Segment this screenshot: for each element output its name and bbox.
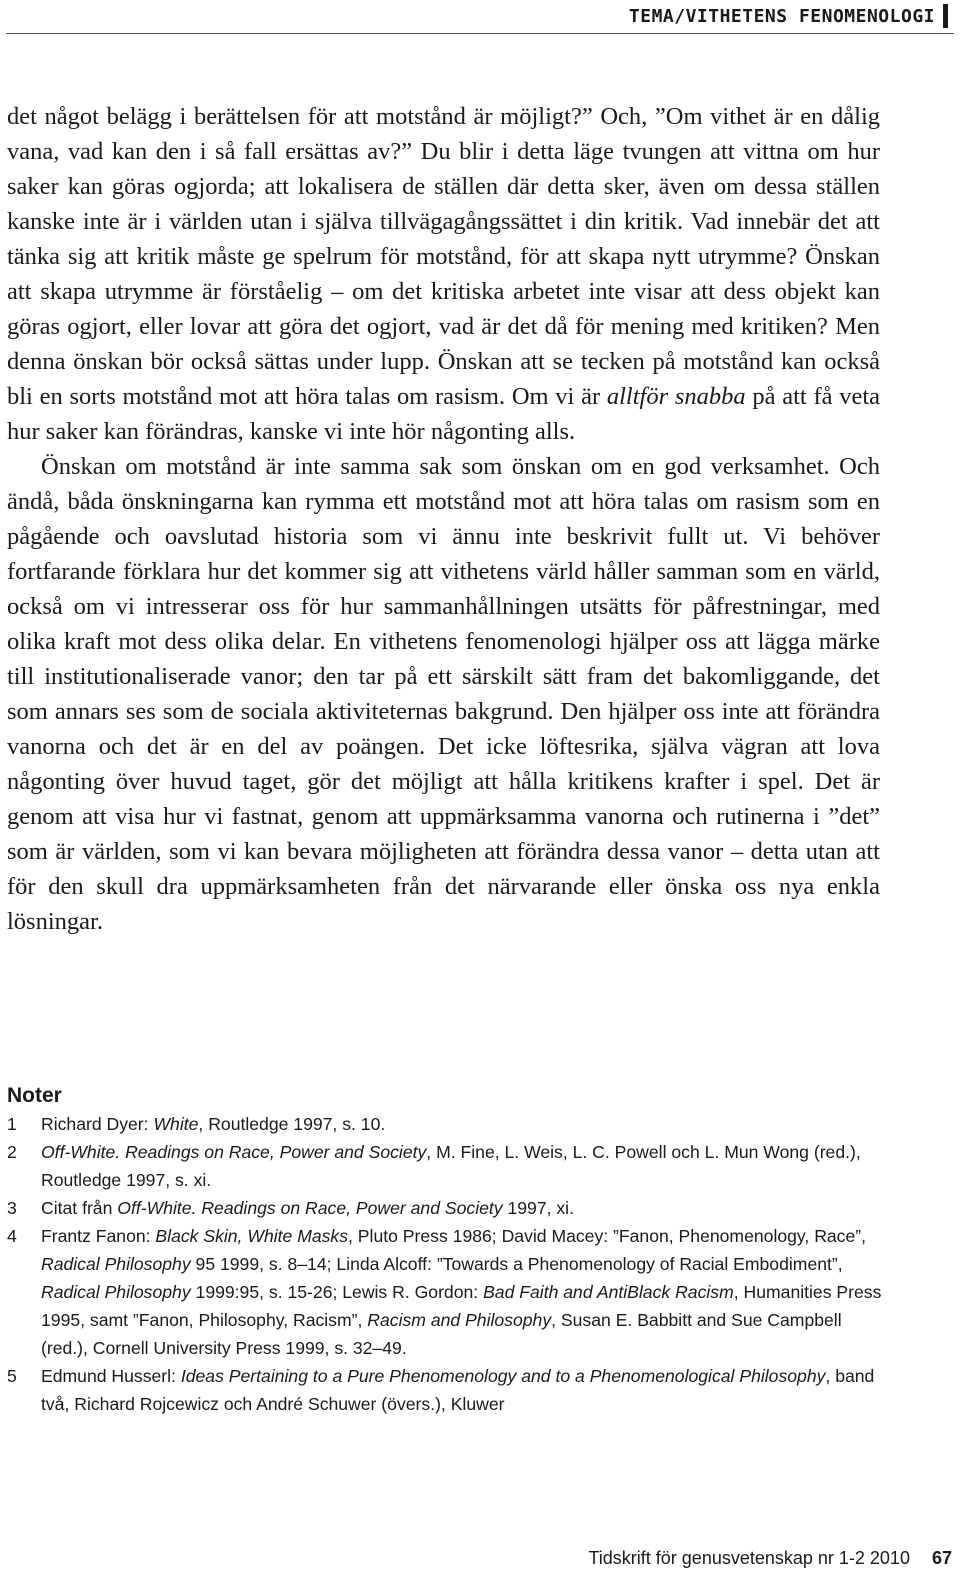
note-number: 5 bbox=[7, 1366, 17, 1386]
note-number: 2 bbox=[7, 1142, 17, 1162]
paragraph-1 bbox=[7, 99, 880, 449]
paragraph-1-text-a: det något belägg i berättelsen för att motstånd är möjligt?” Och, ”Om vithet är en dålig vana, vad kan den i så fall ersättas av?” Du blir i detta läge tvungen att vittna om hur saker kan göras ogjorda; att lokalisera de ställen där detta sker, även om dessa ställen kanske inte är i världen utan i själva tillvägagångssättet i din kritik. Vad innebär det att tänka sig att kritik måste ge spelrum för motstånd, för att skapa nytt utrymme? Önskan att skapa utrymme är förståelig – om det kritiska arbetet inte visar att dess objekt kan göras ogjort, eller lovar att göra det ogjort, vad är det då för mening med kritiken? Men denna önskan bör också sättas under lupp. Önskan att se tecken på motstånd kan också bli en sorts motstånd mot att höra talas om rasism. Om vi är bbox=[7, 103, 880, 410]
note-text-part: , Pluto Press 1986; David Macey: ”Fanon, Phenomenology, Race”, bbox=[348, 1226, 867, 1246]
paragraph-1-text-b: på att få veta hur saker kan förändras, kanske vi inte hör någonting alls. bbox=[7, 383, 881, 445]
header-rule bbox=[6, 33, 954, 34]
paragraph-2: Önskan om motstånd är inte samma sak som önskan om en god verksamhet. Och ändå, båda önskningarna kan rymma ett motstånd mot att höra talas om rasism som en pågående och oavslutad historia som vi ännu inte beskrivit fullt ut. Vi behöver fortfarande förklara hur det kommer sig att vithetens värld håller samman som en värld, också om vi intresserar oss för hur sammanhållningen utsätts för påfrestningar, med olika kraft mot dess olika delar. En vithetens fenomenologi hjälper oss att lägga märke till institutionaliserade vanor; den tar på ett särskilt sätt fram det bakomliggande, det som annars ses som de sociala aktiviteternas bakgrund. Den hjälper oss inte att förändra vanorna och det är en del av poängen. Det icke löftesrika, själva vägran att lova någonting över huvud taget, gör det möjligt att hålla kritikens krafter i spel. Det är genom att visa hur vi fastnat, genom att uppmärksamma vanorna och rutinerna i ”det” som är världen, som vi kan bevara möjligheten att förändra dessa vanor – detta utan att för den skull dra uppmärksamheten från det närvarande eller önska oss nya enkla lösningar. bbox=[7, 453, 880, 935]
note-title: Radical Philosophy bbox=[41, 1254, 191, 1274]
running-head bbox=[629, 2, 948, 30]
note-title: Off-White. Readings on Race, Power and Society bbox=[41, 1142, 427, 1162]
notes-section bbox=[7, 1082, 887, 1418]
note-title: Bad Faith and AntiBlack Racism bbox=[483, 1282, 734, 1302]
note-title: Radical Philosophy bbox=[41, 1282, 191, 1302]
note-number: 3 bbox=[7, 1198, 17, 1218]
note-title: Ideas Pertaining to a Pure Phenomenology and to a Phenomenological Philosophy bbox=[180, 1366, 826, 1386]
note-item bbox=[7, 1194, 887, 1222]
note-text-part: Edmund Husserl: bbox=[41, 1366, 181, 1386]
note-text-part: , Routledge 1997, s. 10. bbox=[198, 1114, 386, 1134]
note-text-part: Citat från bbox=[41, 1198, 118, 1218]
note-item bbox=[7, 1362, 887, 1418]
note-number: 1 bbox=[7, 1114, 17, 1134]
running-head-title: TEMA/VITHETENS FENOMENOLOGI bbox=[628, 5, 935, 27]
page-footer bbox=[588, 1548, 952, 1569]
note-text bbox=[41, 1138, 887, 1194]
note-title: Black Skin, White Masks bbox=[155, 1226, 349, 1246]
note-text bbox=[41, 1362, 887, 1418]
note-item bbox=[7, 1138, 887, 1194]
note-text-part: 1999:95, s. 15-26; Lewis R. Gordon: bbox=[190, 1282, 484, 1302]
page-number: 67 bbox=[931, 1548, 952, 1568]
running-head-bar bbox=[943, 4, 948, 28]
note-title: White bbox=[153, 1114, 199, 1134]
notes-heading: Noter bbox=[7, 1084, 62, 1107]
note-title: Off-White. Readings on Race, Power and Society bbox=[117, 1198, 503, 1218]
note-text-part: Richard Dyer: bbox=[41, 1114, 154, 1134]
note-text-part: , band två, Richard Rojcewicz och André Schuwer (övers.), Kluwer bbox=[41, 1366, 875, 1414]
body-text bbox=[7, 99, 880, 939]
note-text-part: Frantz Fanon: bbox=[41, 1226, 156, 1246]
notes-list bbox=[7, 1110, 887, 1418]
note-text bbox=[41, 1222, 887, 1362]
footer-journal: Tidskrift för genusvetenskap nr 1-2 2010 bbox=[588, 1548, 910, 1568]
paragraph-1-emphasis: alltför snabba bbox=[606, 383, 746, 410]
note-number: 4 bbox=[7, 1226, 17, 1246]
note-text-part: 1997, xi. bbox=[502, 1198, 574, 1218]
note-text-part: , Humanities Press 1995, samt ”Fanon, Philosophy, Racism”, bbox=[41, 1282, 882, 1330]
note-item bbox=[7, 1222, 887, 1362]
note-text-part: , M. Fine, L. Weis, L. C. Powell och L. Mun Wong (red.), Routledge 1997, s. xi. bbox=[41, 1142, 861, 1190]
note-item bbox=[7, 1110, 887, 1138]
note-text-part: 95 1999, s. 8–14; Linda Alcoff: ”Towards a Phenomenology of Racial Embodiment”, bbox=[190, 1254, 843, 1274]
note-title: Racism and Philosophy bbox=[367, 1310, 552, 1330]
note-text-part: , Susan E. Babbitt and Sue Campbell (red.), Cornell University Press 1999, s. 32–49. bbox=[41, 1310, 842, 1358]
note-text bbox=[41, 1110, 887, 1138]
note-text bbox=[41, 1194, 887, 1222]
